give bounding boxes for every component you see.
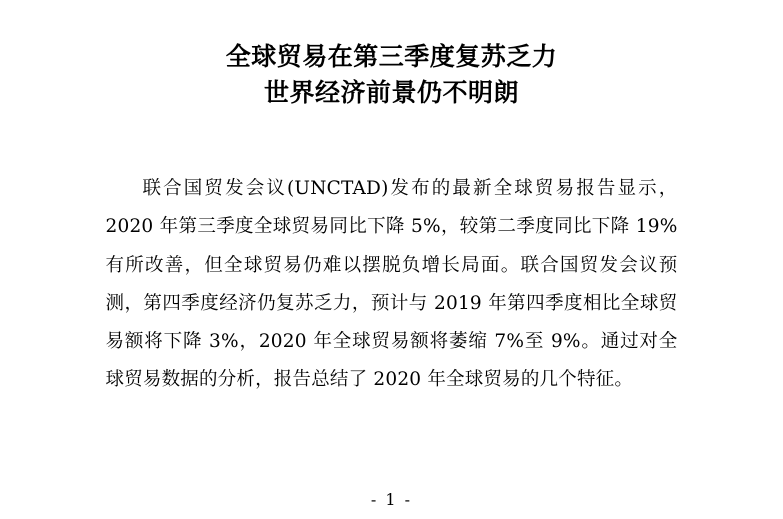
page-number: - 1 - xyxy=(370,489,413,509)
body-paragraph: 联合国贸发会议(UNCTAD)发布的最新全球贸易报告显示，2020 年第三季度全球贸易同比下降 5%，较第二季度同比下降 19%有所改善，但全球贸易仍难以摆脱负增长局面。联合国贸发会议预测，第四季度经济仍复苏乏力，预计与 2019 年第四季度相比全球贸易额将下降 3%，2020 年全球贸易额将萎缩 7%至 9%。通过对全球贸易数据的分析，报告总结了 2020 年全球贸易的几个特征。 xyxy=(105,178,678,391)
title-line-2: 世界经济前景仍不明朗 xyxy=(263,78,519,107)
document-body xyxy=(106,128,678,400)
page-title xyxy=(0,17,783,112)
title-line-1: 全球贸易在第三季度复苏乏力 xyxy=(225,41,558,71)
document-page xyxy=(0,17,783,519)
